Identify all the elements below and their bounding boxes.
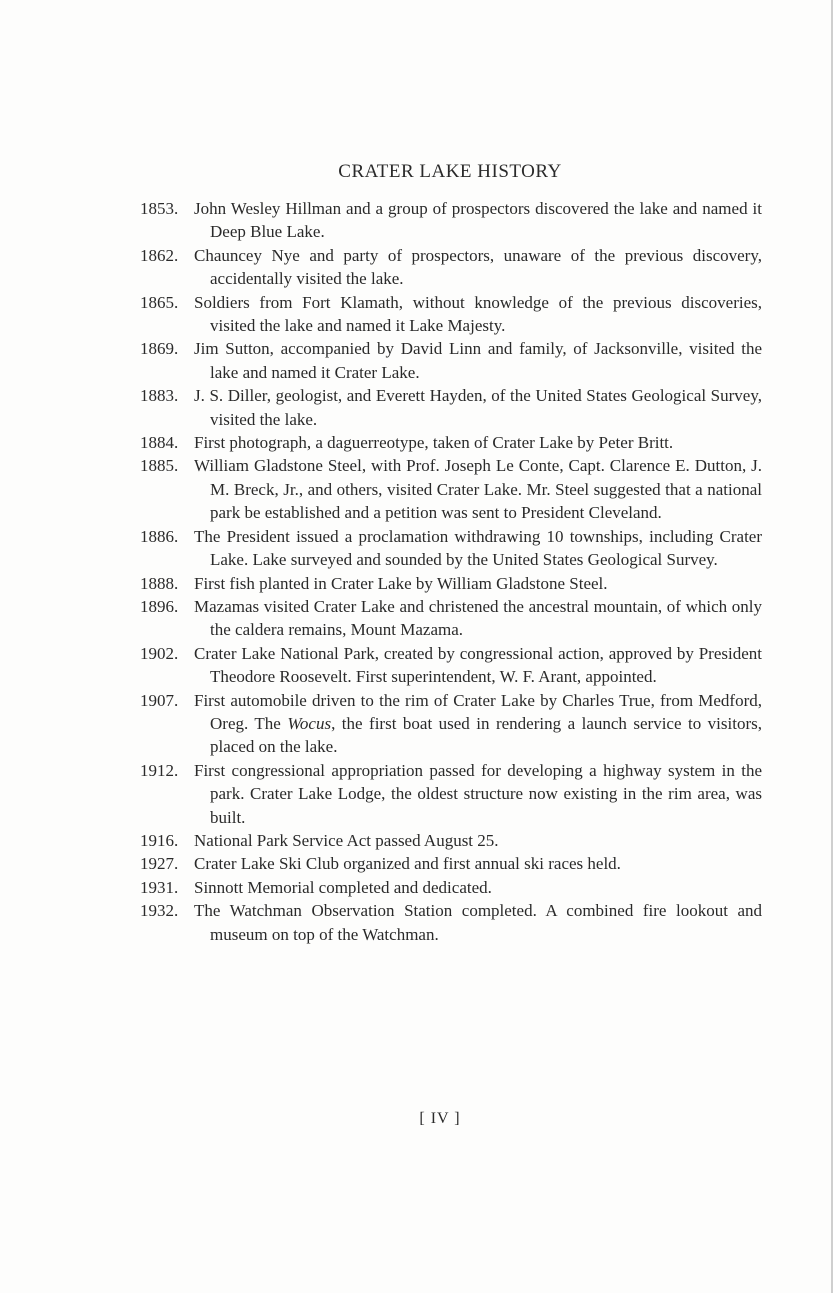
history-entry-1883	[140, 384, 762, 431]
entry-year: 1886.	[140, 526, 179, 546]
history-entry-1907	[140, 689, 762, 759]
entry-year: 1931.	[140, 877, 179, 897]
entry-text: Jim Sutton, accompanied by David Linn and family, of Jacksonville, visited the lake and named it Crater Lake.	[194, 339, 762, 382]
history-entry-1884	[140, 431, 762, 454]
entry-text: Soldiers from Fort Klamath, without knowledge of the previous discoveries, visited the lake and named it Lake Majesty.	[194, 292, 762, 336]
history-entry-1902	[140, 642, 762, 689]
entry-text: J. S. Diller, geologist, and Everett Hayden, of the United States Geological Survey, visited the lake.	[194, 386, 762, 429]
entry-year: 1883.	[140, 386, 179, 406]
entry-year: 1902.	[140, 643, 179, 663]
entry-text: Mazamas visited Crater Lake and christened the ancestral mountain, of which only the caldera remains, Mount Mazama.	[194, 596, 762, 640]
entry-text: First fish planted in Crater Lake by William Gladstone Steel.	[194, 573, 608, 593]
entry-year: 1888.	[140, 573, 179, 593]
entry-text: The Watchman Observation Station completed. A combined fire lookout and museum on top of the Watchman.	[194, 901, 762, 944]
entry-year: 1853.	[140, 199, 179, 218]
entry-text: The President issued a proclamation withdrawing 10 townships, including Crater Lake. Lake surveyed and sounded by the United States Geological Survey.	[194, 526, 762, 570]
entry-text: Crater Lake Ski Club organized and first annual ski races held.	[194, 854, 621, 874]
entry-text: Crater Lake National Park, created by congressional action, approved by President Theodore Roosevelt. First superintendent, W. F. Arant, appointed.	[194, 643, 762, 687]
entry-text: National Park Service Act passed August 25.	[194, 830, 499, 850]
history-entry-1916	[140, 829, 762, 852]
entry-year: 1896.	[140, 596, 179, 616]
entry-year: 1865.	[140, 292, 179, 312]
history-entry-1885	[140, 454, 762, 524]
history-entry-1865	[140, 291, 762, 338]
page-title: CRATER LAKE HISTORY	[338, 161, 562, 182]
boat-name: Wocus	[287, 713, 332, 733]
history-entry-1931	[140, 876, 762, 899]
entry-text: First photograph, a daguerreotype, taken of Crater Lake by Peter Britt.	[194, 433, 674, 453]
entry-year: 1884.	[140, 433, 179, 453]
history-entry-1862	[140, 244, 762, 291]
entry-text: Chauncey Nye and party of prospectors, unaware of the previous discovery, accidentally visited the lake.	[194, 245, 762, 289]
entry-year: 1932.	[140, 901, 179, 921]
history-entry-1932	[140, 899, 762, 946]
history-list	[140, 197, 762, 946]
entry-year: 1862.	[140, 245, 179, 265]
entry-text-after: , the first boat used in rendering a launch service to visitors, placed on the lake.	[210, 713, 762, 757]
entry-year: 1869.	[140, 339, 179, 359]
entry-year: 1912.	[140, 760, 179, 780]
history-entry-1869	[140, 337, 762, 384]
entry-year: 1916.	[140, 830, 179, 850]
entry-year: 1885.	[140, 456, 179, 476]
entry-text: Sinnott Memorial completed and dedicated.	[194, 877, 492, 897]
entry-year: 1907.	[140, 690, 179, 710]
history-entry-1888	[140, 572, 762, 595]
entry-year: 1927.	[140, 854, 179, 874]
history-entry-1912	[140, 759, 762, 829]
page-number: [ IV ]	[419, 1110, 461, 1127]
entry-text: John Wesley Hillman and a group of prospectors discovered the lake and named it Deep Blue Lake.	[194, 199, 762, 242]
entry-text-before: First automobile driven to the rim of Crater Lake by Charles True, from Medford, Oreg. The	[194, 690, 762, 733]
history-entry-1853	[140, 197, 762, 244]
entry-text: William Gladstone Steel, with Prof. Joseph Le Conte, Capt. Clarence E. Dutton, J. M. Breck, Jr., and others, visited Crater Lake. Mr. Steel suggested that a national park be established and a petition was sent to President Cleveland.	[194, 456, 762, 523]
history-entry-1896	[140, 595, 762, 642]
history-entry-1927	[140, 852, 762, 875]
entry-text: First congressional appropriation passed for developing a highway system in the park. Crater Lake Lodge, the oldest structure now existing in the rim area, was built.	[194, 760, 762, 827]
history-entry-1886	[140, 525, 762, 572]
